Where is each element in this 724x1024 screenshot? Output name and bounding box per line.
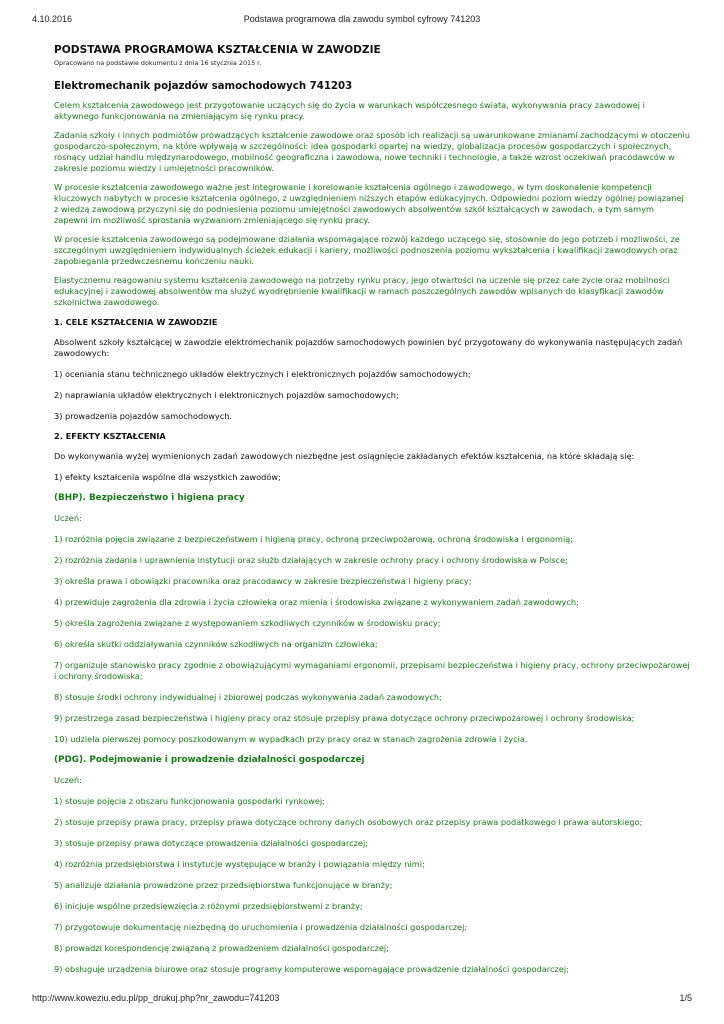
list-item: 8) prowadzi korespondencję związaną z prowadzeniem działalności gospodarczej; xyxy=(54,943,389,953)
list-item: 6) inicjuje wspólne przedsięwzięcia z różnymi przedsiębiorstwami z branży; xyxy=(54,901,363,911)
intro-section xyxy=(54,100,690,308)
list-item: 2) stosuje przepisy prawa pracy, przepisy prawa dotyczące ochrony danych osobowych oraz przepisy prawa podatkowego i prawa autorskiego; xyxy=(54,817,643,827)
list-item: 7) przygotowuje dokumentację niezbędną do uruchomienia i prowadzenia działalności gospodarczej; xyxy=(54,922,468,932)
intro-paragraph: Elastycznemu reagowaniu systemu kształcenia zawodowego na potrzeby rynku pracy, jego otwartości na uczenie się przez całe życie oraz mobilności edukacyjnej i zawodowej absolwentów ma służyć wyodrębnienie kwalifikacji w ramach poszczególnych zawodów wpisanych do klasyfikacji zawodów szkolnictwa zawodowego. xyxy=(54,275,670,307)
section-lead: Absolwent szkoły kształcącej w zawodzie elektromechanik pojazdów samochodowych powinien być przygotowany do wykonywania następujących zadań zawodowych: xyxy=(54,337,683,358)
page-number: 1/5 xyxy=(679,993,692,1003)
list-item: 3) określa prawa i obowiązki pracownika oraz pracodawcy w zakresie bezpieczeństwa i higieny pracy; xyxy=(54,576,472,586)
list-item: 9) przestrzega zasad bezpieczeństwa i higieny pracy oraz stosuje przepisy prawa dotyczące ochrony przeciwpożarowej i ochrony środowiska; xyxy=(54,713,635,723)
print-footer xyxy=(32,993,692,1003)
profession-title: Elektromechanik pojazdów samochodowych 741203 xyxy=(54,81,353,92)
section-heading-outcomes: 2. EFEKTY KSZTAŁCENIA xyxy=(54,431,166,441)
student-label: Uczeń: xyxy=(54,513,82,523)
intro-paragraph: W procesie kształcenia zawodowego są podejmowane działania wspomagające rozwój każdego uczącego się, stosownie do jego potrzeb i możliwości, ze szczególnym uwzględnieniem indywidualnych ścieżek edukacji i kariery, możliwości podnoszenia poziomu wykształcenia i kwalifikacji zawodowych oraz zapobiegania przedwczesnemu kończeniu nauki. xyxy=(54,234,680,266)
list-item: 3) prowadzenia pojazdów samochodowych. xyxy=(54,411,233,421)
bhp-list xyxy=(54,513,690,745)
list-item: 4) rozróżnia przedsiębiorstwa i instytucje występujące w branży i powiązania między nimi; xyxy=(54,859,425,869)
list-item: 2) naprawiania układów elektrycznych i elektronicznych pojazdów samochodowych; xyxy=(54,390,399,400)
list-item: 1) efekty kształcenia wspólne dla wszystkich zawodów; xyxy=(54,472,281,482)
list-item: 6) określa skutki oddziaływania czynników szkodliwych na organizm człowieka; xyxy=(54,639,378,649)
pdg-list xyxy=(54,775,690,975)
section-lead: Do wykonywania wyżej wymienionych zadań zawodowych niezbędne jest osiągnięcie zakładanych efektów kształcenia, na które składają się: xyxy=(54,451,635,461)
unit-heading-pdg: (PDG). Podejmowanie i prowadzenie działalności gospodarczej xyxy=(54,755,365,765)
document-subtitle: Opracowano na podstawie dokumentu z dnia 16 stycznia 2015 r. xyxy=(54,59,262,67)
list-item: 8) stosuje środki ochrony indywidualnej i zbiorowej podczas wykonywania zadań zawodowych; xyxy=(54,692,442,702)
list-item: 1) rozróżnia pojęcia związane z bezpieczeństwem i higieną pracy, ochroną przeciwpożarową, ochroną środowiska i ergonomią; xyxy=(54,534,574,544)
print-title: Podstawa programowa dla zawodu symbol cyfrowy 741203 xyxy=(243,14,481,24)
list-item: 3) stosuje przepisy prawa dotyczące prowadzenia działalności gospodarczej; xyxy=(54,838,368,848)
list-item: 2) rozróżnia zadania i uprawnienia instytucji oraz służb działających w zakresie ochrony pracy i ochrony środowiska w Polsce; xyxy=(54,555,568,565)
list-item: 7) organizuje stanowisko pracy zgodnie z obowiązującymi wymaganiami ergonomii, przepisami bezpieczeństwa i higieny pracy, ochrony przeciwpożarowej i ochrony środowiska; xyxy=(54,660,690,681)
student-label: Uczeń: xyxy=(54,775,82,785)
intro-paragraph: Celem kształcenia zawodowego jest przygotowanie uczących się do życia w warunkach współczesnego świata, wykonywania pracy zawodowej i aktywnego funkcjonowania na zmieniającym się rynku pracy. xyxy=(54,100,645,121)
print-url: http://www.koweziu.edu.pl/pp_drukuj.php?nr_zawodu=741203 xyxy=(32,993,280,1003)
unit-heading-bhp: (BHP). Bezpieczeństwo i higiena pracy xyxy=(54,493,245,503)
print-date: 4.10.2016 xyxy=(32,14,73,24)
intro-paragraph: W procesie kształcenia zawodowego ważne jest integrowanie i korelowanie kształcenia ogólnego i zawodowego, w tym doskonalenie kompetencji kluczowych nabytych w procesie kształcenia ogólnego, z uwzględnieniem niższych etapów edukacyjnych. Odpowiedni poziom wiedzy ogólnej powiązanej z wiedzą zawodową przyczyni się do podniesienia poziomu umiejętności zawodowych absolwentów szkół kształcących w zawodach, a tym samym zapewni im możliwość sprostania wyzwaniom zmieniającego się rynku pracy. xyxy=(54,182,684,225)
list-item: 4) przewiduje zagrożenia dla zdrowia i życia człowieka oraz mienia i środowiska związane z wykonywaniem zadań zawodowych; xyxy=(54,597,579,607)
list-item: 5) określa zagrożenia związane z występowaniem szkodliwych czynników w środowisku pracy; xyxy=(54,618,441,628)
section-heading-goals: 1. CELE KSZTAŁCENIA W ZAWODZIE xyxy=(54,317,218,327)
list-item: 10) udziela pierwszej pomocy poszkodowanym w wypadkach przy pracy oraz w stanach zagrożenia zdrowia i życia. xyxy=(54,734,528,744)
intro-paragraph: Zadania szkoły i innych podmiotów prowadzących kształcenie zawodowe oraz sposób ich realizacji są uwarunkowane zmianami zachodzącymi w otoczeniu gospodarczo-społecznym, na które wpływają w szczególności: idea gospodarki opartej na wiedzy, globalizacja procesów gospodarczych i społecznych, rosnący udział handlu międzynarodowego, mobilność geograficzna i zawodowa, nowe techniki i technologie, a także wzrost oczekiwań pracodawców w zakresie poziomu wiedzy i umiejętności pracowników. xyxy=(54,130,690,173)
list-item: 1) oceniania stanu technicznego układów elektrycznych i elektronicznych pojazdów samochodowych; xyxy=(54,369,471,379)
list-item: 1) stosuje pojęcia z obszaru funkcjonowania gospodarki rynkowej; xyxy=(54,796,325,806)
list-item: 5) analizuje działania prowadzone przez przedsiębiorstwa funkcjonujące w branży; xyxy=(54,880,393,890)
document-content xyxy=(54,44,690,975)
list-item: 9) obsługuje urządzenia biurowe oraz stosuje programy komputerowe wspomagające prowadzenie działalności gospodarczej; xyxy=(54,964,569,974)
document-title: PODSTAWA PROGRAMOWA KSZTAŁCENIA W ZAWODZIE xyxy=(54,44,381,56)
